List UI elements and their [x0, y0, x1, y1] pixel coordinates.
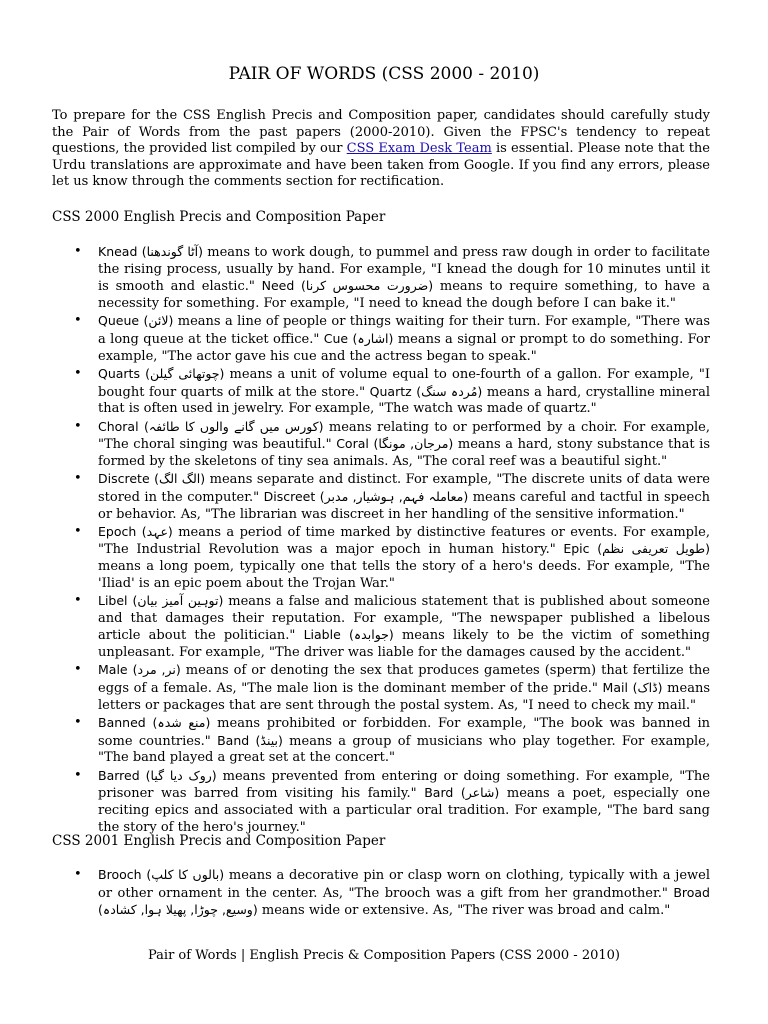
word-1: Brooch [98, 867, 142, 882]
pair-list-2000 [52, 244, 710, 837]
definition-1: means relating to or performed by a choir. For example, "The choral singing was beautiful." [98, 419, 710, 453]
word-1: Knead [98, 244, 138, 259]
word-2: Mail [602, 680, 628, 696]
definition-2: means a hard, crystalline mineral that is often used in jewelry. For example, "The watch was made of quartz." [98, 384, 710, 417]
definition-2: means a poet, especially one reciting epics and associated with a particular oral tradition. For example, "The bard sang the story of the hero's journey." [98, 786, 711, 835]
word-1: Epoch [98, 523, 137, 539]
definition-1: means prohibited or forbidden. For example, "The book was banned in some countries." [98, 715, 710, 749]
list-item [52, 366, 710, 418]
list-item [52, 244, 710, 313]
word-1: Choral [98, 418, 139, 434]
definition-2: means wide or extensive. As, "The river was broad and calm." [257, 903, 671, 919]
urdu-translation-2: (طویل تعریفی نظم) [597, 541, 710, 557]
urdu-translation-2: (وسیع, چوڑا, پھیلا ہوا, کشادہ) [98, 902, 258, 918]
urdu-translation-1: (بالوں کا کلپ) [146, 867, 225, 882]
definition-2: means a long poem, typically one that tells the story of a hero's deeds. For example, "The 'Iliad' is an epic poem about the Trojan War." [98, 559, 710, 591]
urdu-translation-2: (شاعر) [460, 785, 500, 801]
urdu-translation-1: (کورس میں گانے والوں کا طائفہ) [143, 418, 324, 434]
list-item [52, 471, 710, 523]
word-2: Broad [673, 884, 710, 900]
pair-list-2001 [52, 867, 710, 921]
urdu-translation-2: (معاملہ فہم, ہوشیار, مدبر) [319, 488, 469, 504]
urdu-translation-2: (مرجان, مونگا) [373, 436, 454, 452]
word-2: Bard [424, 785, 454, 801]
word-2: Epic [563, 541, 590, 557]
definition-2: means careful and tactful in speech or behavior. As, "The librarian was discreet in her handling of the sensitive information." [98, 489, 710, 522]
urdu-translation-1: (توہین آمیز بیان) [132, 593, 224, 609]
intro-text-after: is essential. Please note that the Urdu translations are approximate and have been taken from Google. If you find any errors, please let us know through the comments section for rectification. [52, 141, 710, 189]
list-item [52, 715, 710, 767]
definition-2: means a signal or prompt to do something. For example, "The actor gave his cue and the actress began to speak." [98, 332, 710, 364]
definition-1: means to work dough, to pummel and press raw dough in order to facilitate the rising process, usually by hand. For example, "I knead the dough for 10 minutes until it is smooth and elastic." [98, 245, 711, 295]
definition-1: means a decorative pin or clasp worn on clothing, typically with a jewel or other ornament in the center. As, "The brooch was a gift from her grandmother." [98, 868, 710, 901]
word-1: Male [98, 662, 128, 678]
urdu-translation-1: (عہد) [141, 523, 173, 539]
intro-text-before: To prepare for the CSS English Precis and Composition paper, candidates should carefully study the Pair of Words from the past papers (2000-2010). Given the FPSC's tendency to repeat questions, the provided list compiled by our [52, 108, 710, 156]
word-2: Discreet [263, 488, 316, 504]
definition-1: means a unit of volume equal to one-fourth of a gallon. For example, "I bought four quarts of milk at the store." [98, 366, 710, 400]
urdu-translation-1: (چوتھائی گیلن) [145, 365, 225, 381]
definition-2: means a hard, stony substance that is formed by the skeletons of tiny sea animals. As, "The coral reef was a beautiful sight." [98, 437, 711, 469]
urdu-translation-2: (ڈاک) [632, 680, 663, 696]
definition-1: means a line of people or things waiting for their turn. For example, "There was a long queue at the ticket office." [98, 314, 710, 348]
list-item [52, 524, 710, 593]
word-2: Coral [336, 436, 369, 452]
word-1: Quarts [98, 365, 140, 381]
urdu-translation-2: (اشارہ) [352, 331, 394, 347]
urdu-translation-1: (نر, مرد) [132, 662, 181, 678]
urdu-translation-1: (منع شدہ) [152, 714, 211, 730]
section-heading-2000: CSS 2000 English Precis and Composition Paper [52, 209, 386, 225]
urdu-translation-1: (لائن) [143, 313, 174, 329]
css-exam-desk-team-link[interactable]: CSS Exam Desk Team [346, 141, 492, 156]
word-1: Barred [98, 767, 140, 783]
word-2: Liable [303, 627, 341, 643]
definition-1: means separate and distinct. For example, "The discrete units of data were stored in the computer." [98, 472, 710, 505]
urdu-translation-1: (روک دیا گیا) [145, 767, 217, 783]
list-item [52, 419, 710, 471]
definition-2: means to require something, to have a necessity for something. For example, "I need to knead the dough before I can bake it." [98, 279, 710, 312]
word-1: Queue [98, 313, 140, 329]
definition-1: means a false and malicious statement that is published about someone and that damages their reputation. For example, "The newspaper published a libelous article about the politician." [98, 594, 710, 644]
definition-1: means prevented from entering or doing something. For example, "The prisoner was barred from visiting his family." [98, 768, 710, 802]
word-2: Band [217, 732, 250, 748]
word-1: Libel [98, 593, 128, 609]
urdu-translation-2: (بینڈ) [255, 732, 283, 748]
list-item [52, 662, 710, 714]
word-2: Cue [323, 331, 349, 347]
list-item [52, 867, 710, 920]
urdu-translation-2: (مُردہ سنگ) [416, 383, 483, 399]
intro-paragraph [52, 108, 710, 191]
urdu-translation-2: (جوابدہ) [348, 627, 394, 643]
definition-1: means a period of time marked by distinctive features or events. For example, "The Industrial Revolution was a major epoch in human history." [98, 524, 710, 558]
section-heading-2001: CSS 2001 English Precis and Composition Paper [52, 833, 386, 849]
definition-2: means a group of musicians who play together. For example, "The band played a great set at the concert." [98, 733, 711, 766]
definition-2: means letters or packages that are sent through the postal system. As, "I need to check my mail." [98, 681, 710, 713]
definition-2: means likely to be the victim of something unpleasant. For example, "The driver was liable for the damages caused by the accident." [98, 628, 710, 661]
word-1: Banned [98, 714, 146, 730]
word-1: Discrete [98, 471, 150, 487]
urdu-translation-1: (الگ الگ) [154, 471, 206, 487]
list-item [52, 768, 710, 837]
definition-1: means of or denoting the sex that produces gametes (sperm) that fertilize the eggs of a female. As, "The male lion is the dominant member of the pride." [98, 663, 710, 697]
list-item [52, 593, 710, 662]
urdu-translation-2: (ضرورت محسوس کرنا) [301, 278, 434, 294]
word-2: Quartz [369, 383, 412, 399]
list-item [52, 313, 710, 365]
urdu-translation-1: (آٹا گوندھنا) [141, 244, 203, 259]
word-2: Need [261, 278, 295, 294]
page-title: PAIR OF WORDS (CSS 2000 - 2010) [228, 64, 540, 84]
page-footer: Pair of Words | English Precis & Composition Papers (CSS 2000 - 2010) [148, 948, 620, 963]
